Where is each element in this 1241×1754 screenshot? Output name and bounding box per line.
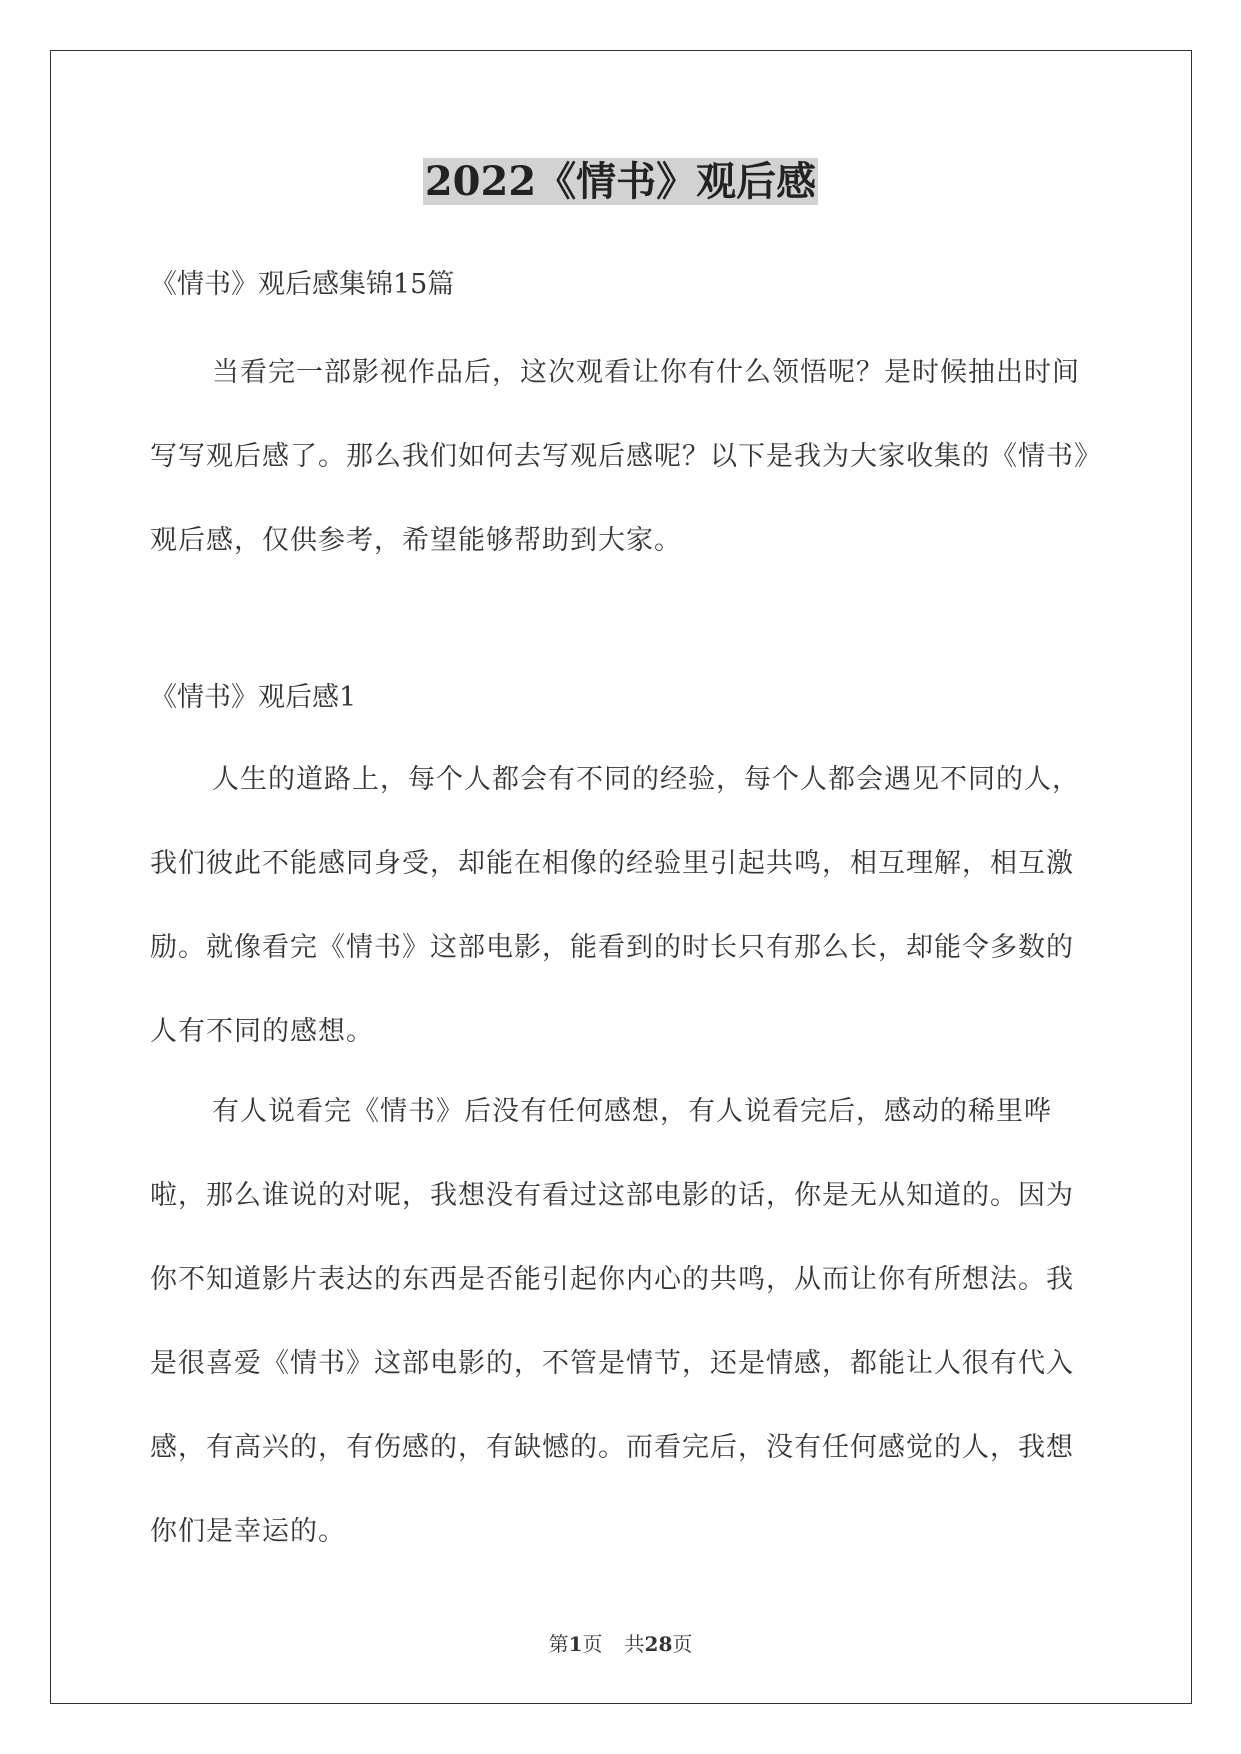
total-prefix: 共	[624, 1632, 645, 1656]
page-unit: 页	[582, 1632, 603, 1656]
document-title-text: 2022《情书》观后感	[424, 158, 817, 205]
document-subtitle: 《情书》观后感集锦15篇	[150, 269, 455, 300]
total-unit: 页	[672, 1632, 693, 1656]
intro-paragraph: 当看完一部影视作品后，这次观看让你有什么领悟呢？是时候抽出时间写写观后感了。那么我们如何去写观后感呢？以下是我为大家收集的《情书》观后感，仅供参考，希望能够帮助到大家。	[150, 357, 1089, 556]
section-paragraph: 有人说看完《情书》后没有任何感想，有人说看完后，感动的稀里哗啦，那么谁说的对呢，我想没有看过这部电影的话，你是无从知道的。因为你不知道影片表达的东西是否能引起你内心的共鸣，从而让你有所想法。我是很喜爱《情书》这部电影的，不管是情节，还是情感，都能让人很有代入感，有高兴的，有伤感的，有缺憾的。而看完后，没有任何感觉的人，我想你们是幸运的。	[150, 1096, 1074, 1547]
page-number: 1	[568, 1632, 583, 1656]
page-footer	[0, 1629, 1241, 1659]
section-heading: 《情书》观后感1	[150, 682, 357, 713]
total-pages: 28	[644, 1632, 673, 1656]
document-title	[0, 152, 1241, 212]
page-prefix: 第	[548, 1632, 569, 1656]
section-paragraph: 人生的道路上，每个人都会有不同的经验，每个人都会遇见不同的人，我们彼此不能感同身受，却能在相像的经验里引起共鸣，相互理解，相互激励。就像看完《情书》这部电影，能看到的时长只有那么长，却能令多数的人有不同的感想。	[150, 764, 1080, 1047]
